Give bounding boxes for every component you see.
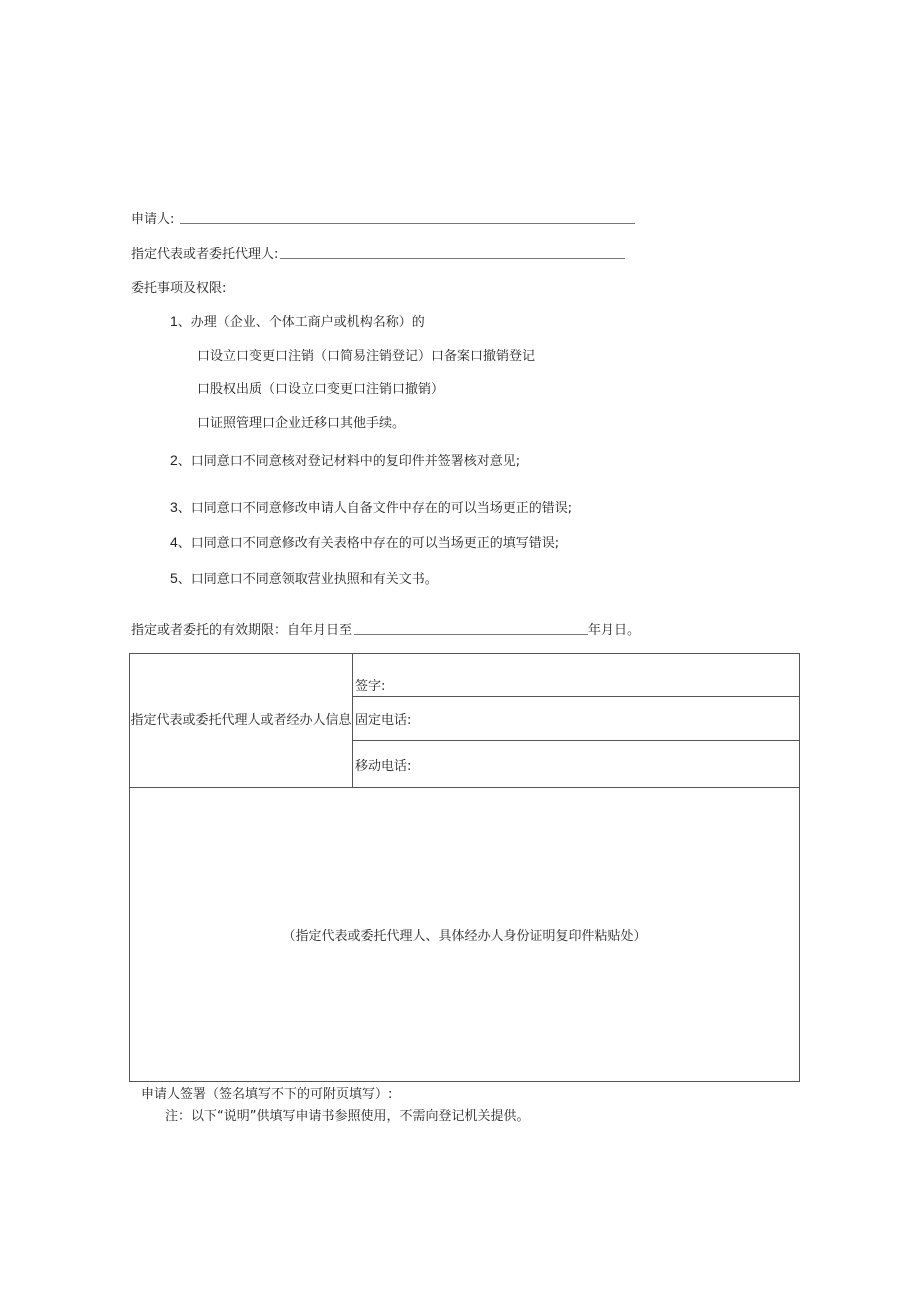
item-5[interactable]: [170, 568, 438, 587]
item-1-option-row-1[interactable]: 口设立口变更口注销（口简易注销登记）口备案口撤销登记: [197, 349, 536, 364]
validity-line: [131, 619, 640, 638]
applicant-signature-line: [141, 1083, 392, 1102]
fixed-phone-label: 固定电话:: [355, 713, 412, 728]
representative-label: 指定代表或者委托代理人:: [131, 247, 279, 262]
item-2-text: 、口同意口不同意核对登记材料中的复印件并签署核对意见;: [177, 454, 521, 469]
item-3[interactable]: [170, 497, 572, 516]
validity-suffix: 年月日。: [588, 623, 641, 638]
item-1-text: 、办理（企业、个体工商户或机构名称）的: [177, 315, 425, 330]
item-5-number: 5: [170, 570, 178, 586]
id-copy-paste-area: [130, 788, 800, 1082]
signature-label: 签字:: [355, 679, 386, 694]
representative-field[interactable]: [280, 257, 625, 259]
item-2[interactable]: [170, 450, 520, 469]
item-3-text: 、口同意口不同意修改申请人自备文件中存在的可以当场更正的错误;: [177, 501, 573, 516]
fixed-phone-cell[interactable]: [353, 697, 800, 741]
applicant-label: 申请人:: [131, 212, 175, 227]
item-4-number: 4: [170, 534, 178, 550]
representative-line: [131, 243, 625, 262]
matters-label: 委托事项及权限:: [131, 281, 227, 296]
note-line: [165, 1105, 529, 1124]
item-1-number: 1: [170, 313, 178, 329]
info-label: 指定代表或委托代理人或者经办人信息: [130, 712, 352, 728]
signature-cell[interactable]: [353, 654, 800, 697]
mobile-phone-cell[interactable]: [353, 741, 800, 788]
item-4-text: 、口同意口不同意修改有关表格中存在的可以当场更正的填写错误;: [177, 536, 560, 551]
paste-note: （指定代表或委托代理人、具体经办人身份证明复印件粘贴处）: [282, 929, 647, 944]
applicant-line: [131, 208, 635, 227]
item-1-option-row-2[interactable]: 口股权出质（口设立口变更口注销口撤销）: [197, 382, 445, 397]
item-4[interactable]: [170, 532, 559, 551]
item-2-number: 2: [170, 452, 178, 468]
info-label-cell: [130, 654, 353, 788]
item-1-option-row-3[interactable]: 口证照管理口企业迁移口其他手续。: [197, 416, 406, 431]
note-text: 注：以下“说明”供填写申请书参照使用，不需向登记机关提供。: [165, 1109, 530, 1124]
applicant-field[interactable]: [180, 222, 635, 224]
item-5-text: 、口同意口不同意领取营业执照和有关文书。: [177, 572, 438, 587]
mobile-phone-label: 移动电话:: [355, 758, 412, 774]
representative-info-table: [129, 653, 800, 1082]
item-3-number: 3: [170, 499, 178, 515]
item-1: [170, 311, 425, 330]
validity-prefix: 指定或者委托的有效期限：自年月日至: [131, 623, 353, 638]
matters-line: [131, 277, 226, 296]
validity-end-date-field[interactable]: [354, 633, 588, 635]
applicant-signature-label: 申请人签署（签名填写不下的可附页填写）:: [141, 1087, 393, 1102]
